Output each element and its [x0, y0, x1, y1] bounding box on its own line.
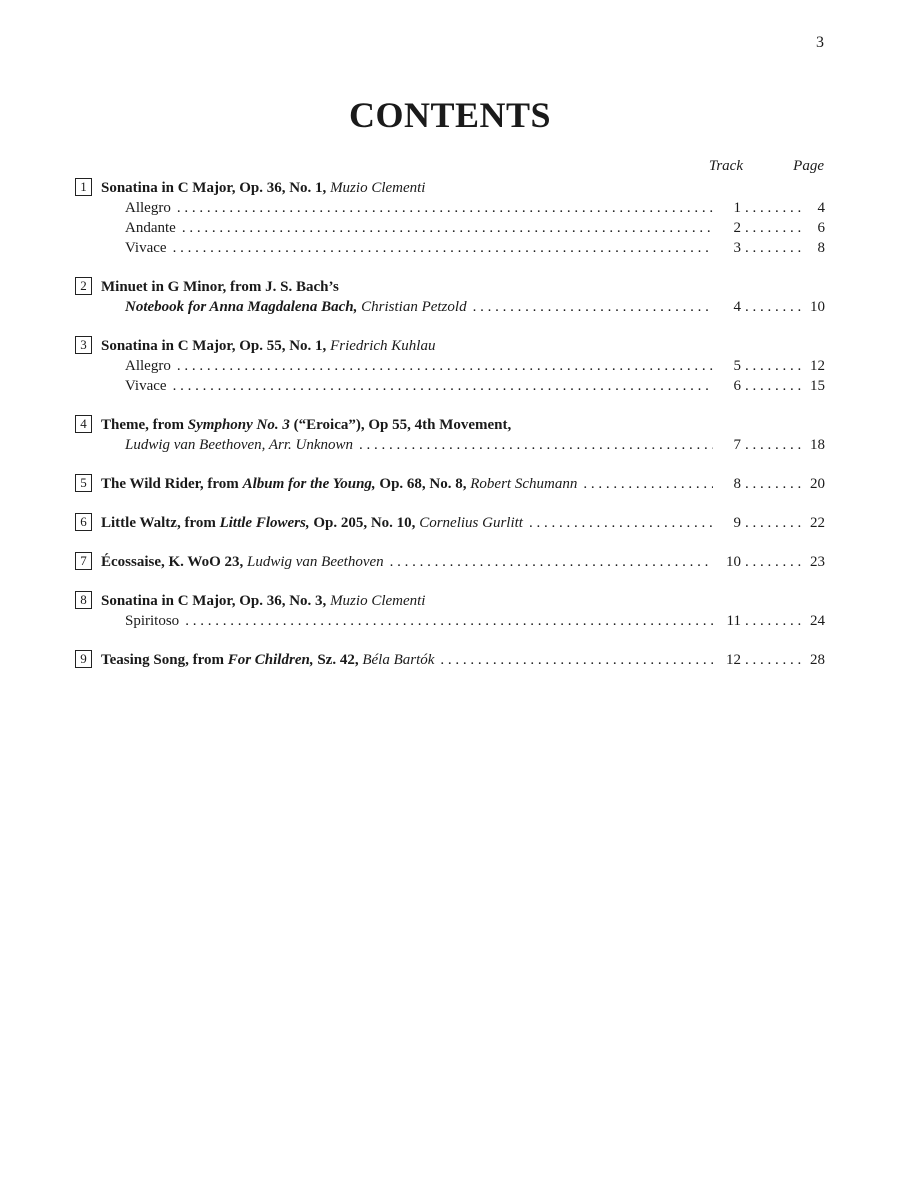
toc-entry-sub-line — [75, 611, 825, 631]
track-number-box: 6 — [75, 513, 92, 531]
table-of-contents — [75, 178, 825, 689]
toc-entry-sub-line — [75, 198, 825, 218]
piece-title: Sonatina in C Major, Op. 36, No. 1, — [101, 180, 327, 196]
track-number: 9 — [733, 515, 741, 531]
toc-entry-text — [101, 474, 577, 494]
piece-title: Minuet in G Minor, from J. S. Bach’s — [101, 279, 339, 295]
work-title: For Children, — [227, 652, 314, 668]
track-number: 8 — [733, 476, 741, 492]
toc-entry-sub-line — [75, 435, 825, 455]
toc-entry-text — [125, 356, 171, 376]
toc-entry-title-line — [75, 591, 825, 611]
composer-name: Christian Petzold — [361, 299, 467, 315]
toc-entry-text — [101, 178, 425, 198]
track-number-box: 8 — [75, 591, 92, 609]
track-number-box: 7 — [75, 552, 92, 570]
toc-entry[interactable] — [75, 513, 825, 533]
page-number-ref: 23 — [810, 554, 825, 570]
composer-name: Muzio Clementi — [330, 180, 426, 196]
dot-leader — [473, 297, 713, 317]
track-number: 6 — [733, 378, 741, 394]
composer-name: Friedrich Kuhlau — [330, 338, 436, 354]
movement-name: Allegro — [125, 358, 171, 374]
toc-entry[interactable] — [75, 552, 825, 572]
piece-title-cont: Op. 205, No. 10, — [313, 515, 416, 531]
piece-title-cont: (“Eroica”), Op 55, 4th Movement, — [293, 417, 512, 433]
dot-leader — [745, 650, 803, 670]
piece-title: Écossaise, K. WoO 23, — [101, 554, 244, 570]
movement-name: Spiritoso — [125, 613, 180, 629]
track-column-header: Track — [708, 158, 743, 174]
page-number-ref: 22 — [810, 515, 825, 531]
toc-entry[interactable] — [75, 336, 825, 396]
track-number: 7 — [733, 437, 741, 453]
toc-entry[interactable] — [75, 277, 825, 317]
track-number: 12 — [726, 652, 741, 668]
toc-entry-sub-line — [75, 218, 825, 238]
work-title: Little Flowers, — [219, 515, 310, 531]
dot-leader — [745, 356, 803, 376]
toc-entry-title-line — [75, 474, 825, 494]
dot-leader — [745, 297, 803, 317]
page-number-ref: 28 — [810, 652, 825, 668]
movement-name: Andante — [125, 220, 176, 236]
piece-title-cont: Sz. 42, — [317, 652, 359, 668]
column-headers — [0, 158, 900, 178]
toc-entry-sub-line — [75, 297, 825, 317]
work-title: Notebook for Anna Magdalena Bach, — [125, 299, 358, 315]
toc-entry-sub-line — [75, 238, 825, 258]
dot-leader — [745, 238, 803, 258]
piece-title: Sonatina in C Major, Op. 36, No. 3, — [101, 593, 327, 609]
page-number-ref: 6 — [817, 220, 825, 236]
composer-name: Ludwig van Beethoven — [247, 554, 384, 570]
dot-leader — [745, 198, 803, 218]
movement-name: Allegro — [125, 200, 171, 216]
toc-entry-text — [125, 376, 167, 396]
toc-entry[interactable] — [75, 415, 825, 455]
dot-leader — [583, 474, 713, 494]
dot-leader — [359, 435, 713, 455]
dot-leader — [182, 218, 713, 238]
toc-entry-text — [101, 277, 339, 297]
page-number-ref: 24 — [810, 613, 825, 629]
track-number: 2 — [733, 220, 741, 236]
toc-entry-text — [101, 415, 511, 435]
page-number-ref: 20 — [810, 476, 825, 492]
toc-entry[interactable] — [75, 178, 825, 258]
composer-name: Robert Schumann — [470, 476, 578, 492]
composer-name: Ludwig van Beethoven, Arr. Unknown — [125, 437, 354, 453]
dot-leader — [745, 513, 803, 533]
toc-entry[interactable] — [75, 474, 825, 494]
page-number-ref: 10 — [810, 299, 825, 315]
track-number: 1 — [733, 200, 741, 216]
toc-entry-sub-line — [75, 376, 825, 396]
page-number-ref: 12 — [810, 358, 825, 374]
movement-name: Vivace — [125, 378, 167, 394]
toc-entry-sub-line — [75, 356, 825, 376]
track-number: 3 — [733, 240, 741, 256]
track-number: 11 — [726, 613, 741, 629]
page-number-ref: 4 — [817, 200, 825, 216]
piece-title: Theme, from — [101, 417, 185, 433]
dot-leader — [529, 513, 713, 533]
dot-leader — [177, 198, 713, 218]
toc-entry[interactable] — [75, 650, 825, 670]
toc-entry-text — [101, 650, 434, 670]
movement-name: Vivace — [125, 240, 167, 256]
toc-entry-title-line — [75, 513, 825, 533]
piece-title: The Wild Rider, from — [101, 476, 239, 492]
piece-title: Little Waltz, from — [101, 515, 216, 531]
dot-leader — [173, 238, 713, 258]
toc-entry-title-line — [75, 650, 825, 670]
dot-leader — [185, 611, 713, 631]
page-column-header: Page — [793, 158, 824, 174]
piece-title: Teasing Song, from — [101, 652, 224, 668]
toc-entry-title-line — [75, 336, 825, 356]
toc-entry-text — [125, 198, 171, 218]
composer-name: Béla Bartók — [362, 652, 435, 668]
toc-entry-text — [101, 513, 523, 533]
toc-entry-text — [125, 297, 467, 317]
dot-leader — [390, 552, 713, 572]
dot-leader — [173, 376, 713, 396]
toc-entry-title-line — [75, 552, 825, 572]
toc-entry-text — [101, 591, 425, 611]
track-number: 5 — [733, 358, 741, 374]
toc-entry-text — [125, 611, 179, 631]
track-number-box: 3 — [75, 336, 92, 354]
toc-entry-text — [125, 435, 353, 455]
toc-entry-text — [125, 218, 176, 238]
dot-leader — [745, 552, 803, 572]
page-number: 3 — [816, 34, 824, 51]
toc-entry-title-line — [75, 415, 825, 435]
dot-leader — [745, 218, 803, 238]
dot-leader — [440, 650, 713, 670]
page-number-ref: 18 — [810, 437, 825, 453]
track-number: 4 — [733, 299, 741, 315]
dot-leader — [745, 611, 803, 631]
dot-leader — [177, 356, 713, 376]
piece-title-cont: Op. 68, No. 8, — [379, 476, 467, 492]
dot-leader — [745, 474, 803, 494]
composer-name: Cornelius Gurlitt — [419, 515, 523, 531]
work-title: Symphony No. 3 — [187, 417, 290, 433]
toc-entry-text — [125, 238, 167, 258]
toc-entry[interactable] — [75, 591, 825, 631]
toc-entry-text — [101, 552, 384, 572]
track-number: 10 — [726, 554, 741, 570]
toc-entry-text — [101, 336, 435, 356]
composer-name: Muzio Clementi — [330, 593, 426, 609]
track-number-box: 9 — [75, 650, 92, 668]
dot-leader — [745, 376, 803, 396]
page-title: CONTENTS — [348, 95, 552, 135]
piece-title: Sonatina in C Major, Op. 55, No. 1, — [101, 338, 327, 354]
track-number-box: 5 — [75, 474, 92, 492]
dot-leader — [745, 435, 803, 455]
track-number-box: 4 — [75, 415, 92, 433]
page-number-ref: 15 — [810, 378, 825, 394]
track-number-box: 2 — [75, 277, 92, 295]
track-number-box: 1 — [75, 178, 92, 196]
page-number-ref: 8 — [817, 240, 825, 256]
toc-entry-title-line — [75, 178, 825, 198]
work-title: Album for the Young, — [242, 476, 376, 492]
toc-entry-title-line — [75, 277, 825, 297]
